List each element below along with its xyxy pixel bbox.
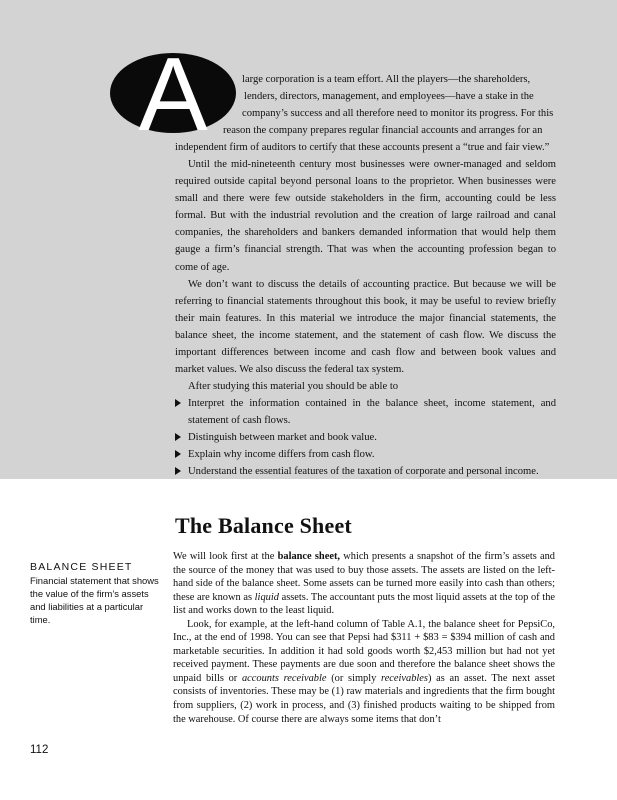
body-paragraph-2: Look, for example, at the left-hand column of Table A.1, the balance sheet for PepsiCo, Inc., at the end of 1998. You can see that Pepsi had $311 + $83 = $394 million of cash and marketable securities. In addition it had sold goods worth $2,453 million but had not yet received payment. These payments are due soon and therefore the balance sheet shows the unpaid bills or accounts receivable (or simply receivables) as an asset. The next asset consists of inventories. These may be (1) raw materials and ingredients that the firm bought from suppliers, (2) work in process, and (3) finished products waiting to be shipped from the warehouse. Of course there are always some items that don’t	[173, 618, 555, 725]
triangle-bullet-icon	[175, 467, 181, 475]
intro-line-4: reason the company prepares regular financial accounts and arranges for an	[223, 125, 543, 137]
learning-objective: Interpret the information contained in the balance sheet, income statement, and statement of cash flows.	[175, 395, 556, 429]
intro-line-3: company’s success and all therefore need to monitor its progress. For this	[242, 108, 554, 120]
body-paragraph-1: We will look first at the balance sheet, which presents a snapshot of the firm’s assets and the source of the money that was used to buy those assets. The assets are listed on the left-hand side of the balance sheet. Some assets can be turned more easily into cash than others; these are known as liquid assets. The accountant puts the most liquid assets at the top of the list and works down to the least liquid.	[173, 551, 555, 617]
learning-objective: Understand the essential features of the taxation of corporate and personal income.	[175, 463, 556, 480]
glossary-sidebar	[30, 561, 165, 626]
triangle-bullet-icon	[175, 450, 181, 458]
emphasis-liquid: liquid	[254, 591, 279, 603]
intro-text	[175, 71, 556, 480]
glossary-definition: Financial statement that shows the value of the firm’s assets and liabilities at a particular time.	[30, 575, 159, 625]
glossary-term: BALANCE SHEET	[30, 561, 133, 573]
learning-objectives-list	[175, 395, 556, 480]
intro-paragraph-3: We don’t want to discuss the details of accounting practice. But because we will be referring to financial statements throughout this book, it may be useful to review briefly their main features. In this material we introduce the major financial statements, the balance sheet, the income statement, and the statement of cash flow. We discuss the important differences between income and cash flow and between book values and market values. We also discuss the federal tax system.	[175, 278, 556, 375]
key-term-balance-sheet: balance sheet,	[277, 551, 340, 562]
triangle-bullet-icon	[175, 433, 181, 441]
intro-paragraph-1	[175, 71, 556, 156]
emphasis-receivables: receivables	[381, 672, 428, 684]
intro-paragraph-4: After studying this material you should be able to	[188, 380, 399, 392]
learning-objective: Explain why income differs from cash flow.	[175, 446, 556, 463]
intro-line-1: large corporation is a team effort. All the players—the shareholders,	[242, 74, 531, 85]
dropcap-letter: A	[138, 37, 208, 153]
emphasis-accounts-receivable: accounts receivable	[241, 672, 327, 684]
page-number: 112	[30, 744, 49, 756]
section-heading: The Balance Sheet	[175, 513, 352, 538]
triangle-bullet-icon	[175, 399, 181, 407]
intro-paragraph-1-rest: independent firm of auditors to certify that these accounts present a “true and fair view.”	[175, 142, 550, 154]
section-body	[173, 550, 555, 726]
intro-line-2: lenders, directors, management, and employees—have a stake in the	[244, 91, 534, 103]
learning-objective: Distinguish between market and book value.	[175, 429, 556, 446]
intro-paragraph-2: Until the mid-nineteenth century most businesses were owner-managed and seldom required outside capital beyond personal loans to the proprietor. When businesses were small and there were few outside stakeholders in the firm, accounting could be less formal. But with the industrial revolution and the creation of large railroad and canal companies, the shareholders and bankers demanded information that would help them gauge a firm’s financial strength. That was when the accounting profession began to come of age.	[175, 159, 556, 273]
